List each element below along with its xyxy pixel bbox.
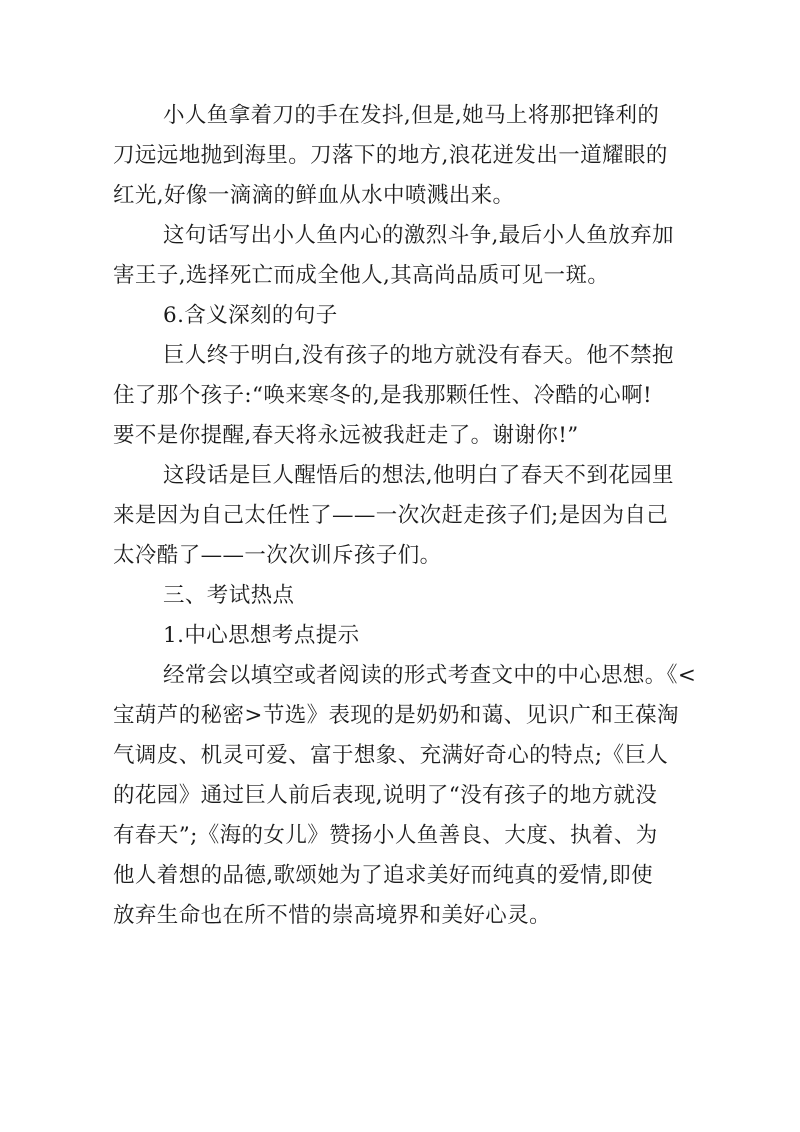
text-line: 的花园》通过巨人前后表现,说明了“没有孩子的地方就没 xyxy=(113,783,658,808)
paragraph-mermaid-quote xyxy=(113,96,678,216)
paragraph-giant-quote xyxy=(113,336,678,456)
document-page xyxy=(113,96,697,936)
text-line: 气调皮、机灵可爱、富于想象、充满好奇心的特点;《巨人 xyxy=(113,743,669,768)
heading-line: 三、考试热点 xyxy=(163,583,295,608)
text-line: 宝葫芦的秘密>节选》表现的是奶奶和蔼、见识广和王葆淘 xyxy=(113,703,679,728)
section-heading-meaningful-sentences xyxy=(113,296,678,336)
text-line: 经常会以填空或者阅读的形式考查文中的中心思想。《< xyxy=(163,663,697,688)
text-line: 红光,好像一滴滴的鲜血从水中喷溅出来。 xyxy=(113,183,515,208)
text-line: 小人鱼拿着刀的手在发抖,但是,她马上将那把锋利的 xyxy=(163,103,660,128)
text-line: 刀远远地抛到海里。刀落下的地方,浪花迸发出一道耀眼的 xyxy=(113,143,668,168)
section-heading-exam-hotspots xyxy=(113,576,678,616)
text-line: 这段话是巨人醒悟后的想法,他明白了春天不到花园里 xyxy=(163,463,674,488)
paragraph-mermaid-analysis xyxy=(113,216,678,296)
text-line: 太冷酷了——一次次训斥孩子们。 xyxy=(113,543,442,568)
text-line: 害王子,选择死亡而成全他人,其高尚品质可见一斑。 xyxy=(113,263,610,288)
paragraph-central-idea xyxy=(113,656,697,936)
text-line: 住了那个孩子:“唤来寒冬的,是我那颗任性、冷酷的心啊! xyxy=(113,383,653,408)
section-heading-central-idea xyxy=(113,616,678,656)
text-line: 来是因为自己太任性了——一次次赶走孩子们;是因为自己 xyxy=(113,503,669,528)
text-line: 放弃生命也在所不惜的崇高境界和美好心灵。 xyxy=(113,903,552,928)
text-line: 这句话写出小人鱼内心的激烈斗争,最后小人鱼放弃加 xyxy=(163,223,674,248)
heading-line: 6.含义深刻的句子 xyxy=(163,303,338,328)
paragraph-giant-analysis xyxy=(113,456,678,576)
heading-line: 1.中心思想考点提示 xyxy=(163,623,360,648)
text-line: 有春天”;《海的女儿》赞扬小人鱼善良、大度、执着、为 xyxy=(113,823,658,848)
text-line: 要不是你提醒,春天将永远被我赶走了。谢谢你!” xyxy=(113,423,579,448)
text-line: 巨人终于明白,没有孩子的地方就没有春天。他不禁抱 xyxy=(163,343,674,368)
text-line: 他人着想的品德,歌颂她为了追求美好而纯真的爱情,即使 xyxy=(113,863,654,888)
